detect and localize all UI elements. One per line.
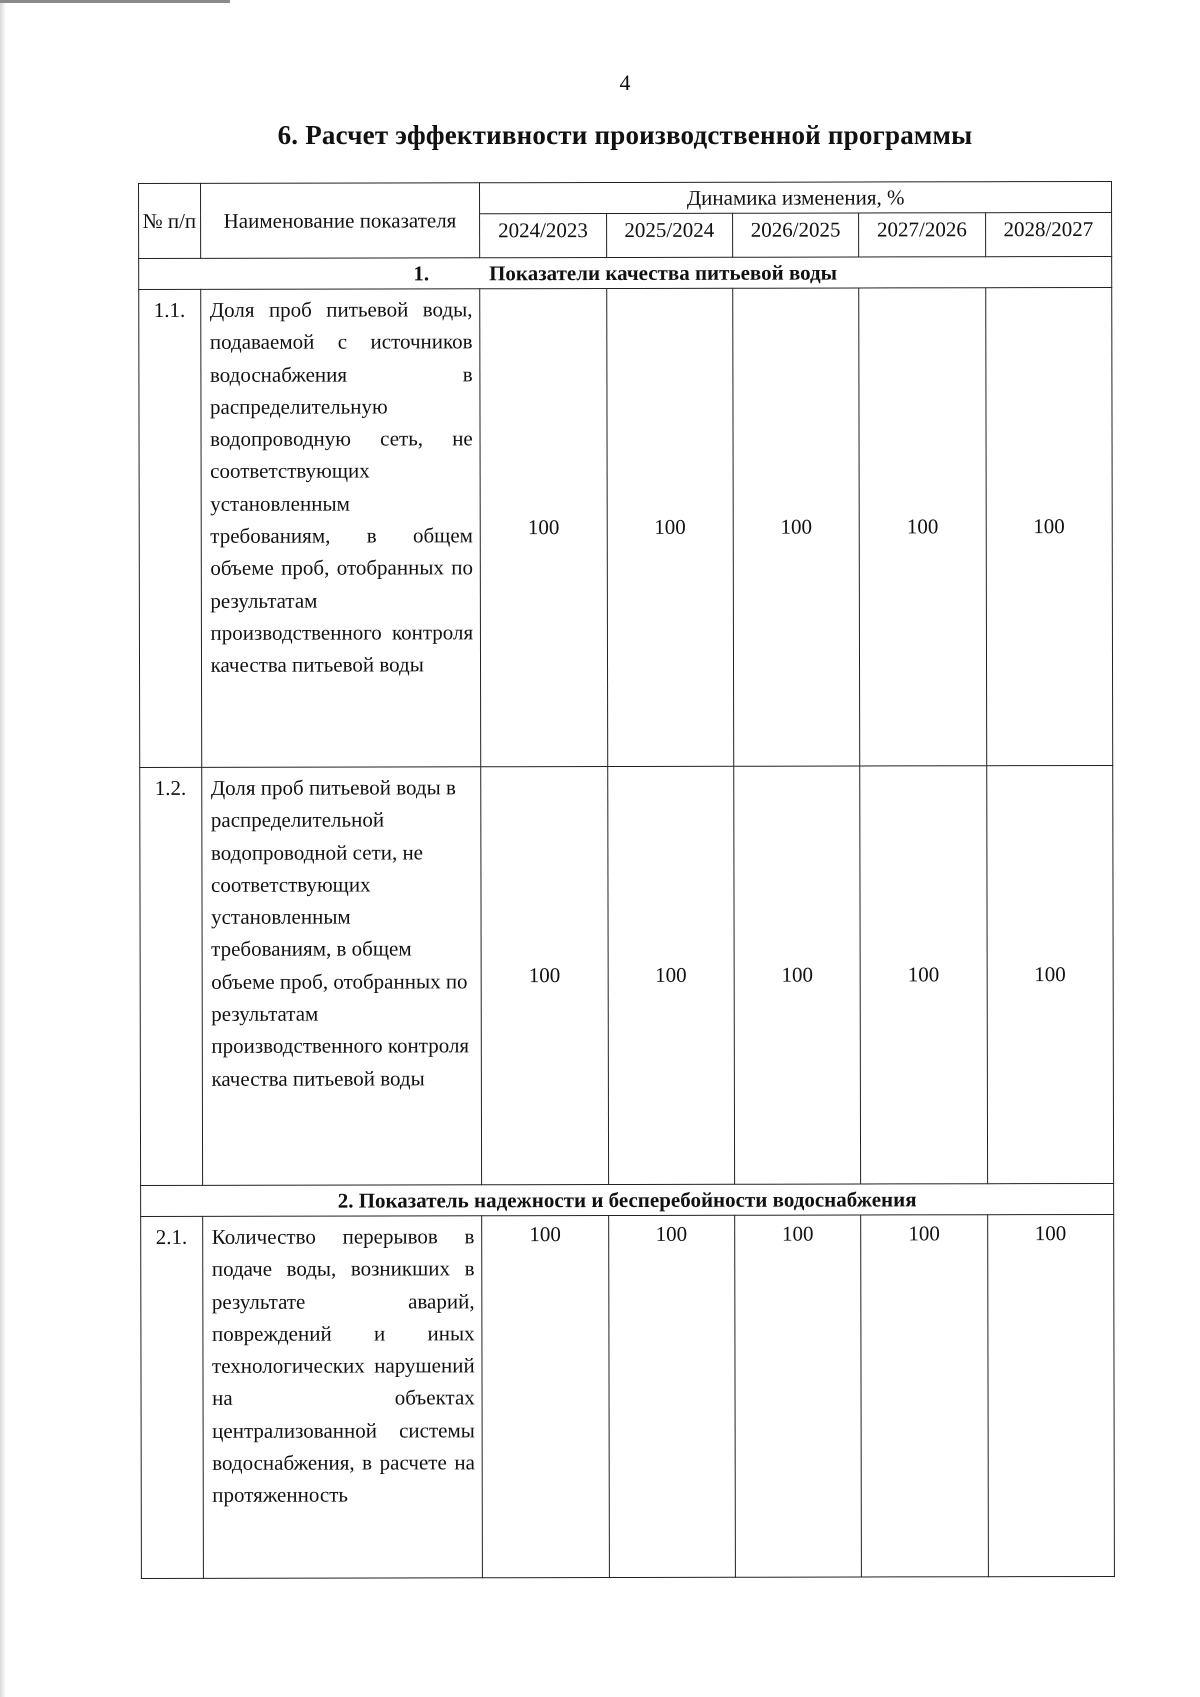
row-value: 100 <box>860 766 987 1184</box>
header-year: 2026/2025 <box>732 213 858 257</box>
section-header: 2. Показатель надежности и бесперебойности водоснабжения <box>141 1183 1114 1216</box>
table-row <box>140 765 1114 1185</box>
header-year: 2025/2024 <box>606 213 732 257</box>
section-row-2 <box>141 1183 1114 1216</box>
row-value: 100 <box>481 767 608 1185</box>
section-number: 1. <box>413 261 430 286</box>
row-value: 100 <box>607 766 734 1184</box>
row-value: 100 <box>733 288 860 766</box>
row-value: 100 <box>986 765 1113 1183</box>
section-title: Показатели качества питьевой воды <box>489 260 838 286</box>
table-row <box>139 287 1113 767</box>
row-value: 100 <box>480 289 607 767</box>
row-value: 100 <box>859 288 986 766</box>
row-indicator-name: Доля проб питьевой воды, подаваемой с источников водоснабжения в распределительную водопроводную сеть, не соответствующих установленным требованиям, в общем объеме проб, отобранных по результатам производственного контроля качества питьевой воды <box>200 289 481 768</box>
row-number: 1.1. <box>139 289 202 767</box>
row-number: 2.1. <box>141 1216 203 1578</box>
section-row-1 <box>139 256 1112 289</box>
row-value: 100 <box>735 1215 862 1577</box>
row-value: 100 <box>985 287 1112 765</box>
scan-shadow-edge <box>0 0 6 1697</box>
header-num: № п/п <box>139 183 201 258</box>
header-year: 2027/2026 <box>859 213 985 257</box>
header-row-1 <box>139 181 1112 214</box>
page-number: 4 <box>619 70 631 95</box>
header-year: 2024/2023 <box>480 214 606 258</box>
row-indicator-name: Количество перерывов в подаче воды, возникших в результате аварий, повреждений и иных технологических нарушений на объектах централизованной системы водоснабжения, в расчете на протяженность <box>202 1216 482 1579</box>
row-value: 100 <box>606 288 733 766</box>
row-value: 100 <box>987 1214 1114 1576</box>
row-value: 100 <box>482 1216 609 1578</box>
header-dynamics: Динамика изменения, % <box>480 181 1112 213</box>
row-indicator-name: Доля проб питьевой воды в распределительной водопроводной сети, не соответствующих установленным требованиям, в общем объеме проб, отобранных по результатам производственного контроля качества питьевой воды <box>201 767 482 1186</box>
row-value: 100 <box>734 766 861 1184</box>
table-row <box>141 1214 1115 1578</box>
row-number: 1.2. <box>140 767 202 1185</box>
row-value: 100 <box>608 1215 735 1577</box>
header-year: 2028/2027 <box>985 212 1112 256</box>
row-value: 100 <box>861 1215 988 1577</box>
efficiency-table <box>138 181 1115 1579</box>
header-name: Наименование показателя <box>200 183 480 259</box>
section-header <box>139 256 1112 289</box>
scan-top-mark <box>0 0 230 3</box>
document-title: 6. Расчет эффективности производственной программы <box>277 120 973 150</box>
